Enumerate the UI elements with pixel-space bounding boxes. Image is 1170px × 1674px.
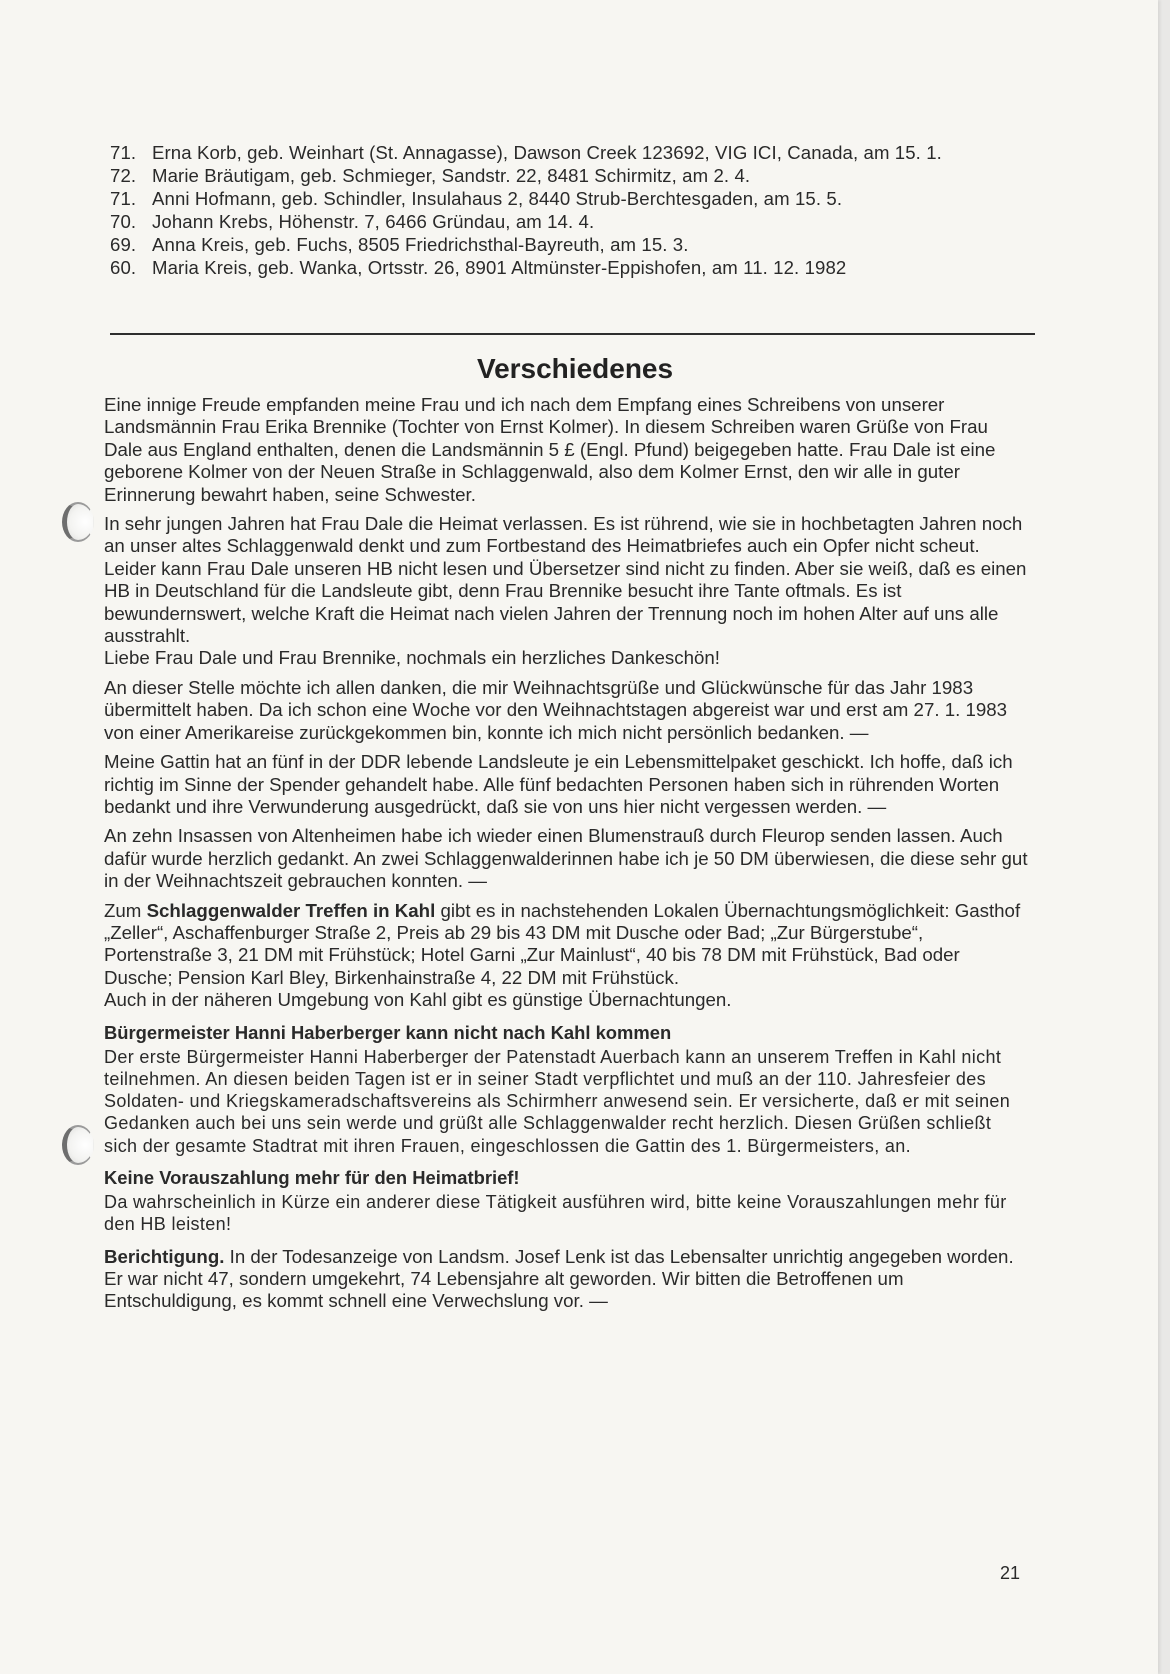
meeting-name: Schlaggenwalder Treffen in Kahl xyxy=(146,899,436,921)
entry-text: Anni Hofmann, geb. Schindler, Insulahaus 2, 8440 Strub-Berchtesgaden, am 15. 5. xyxy=(152,188,843,209)
paragraph-mayor: Der erste Bürgermeister Hanni Haberberger der Patenstadt Auerbach kann an unserem Treffen in Kahl nicht teilnehmen. An diesen beiden Tagen ist er in seiner Stadt verpflichtet und muß an der 110. Jahresfeier des Soldaten- und Kriegskameradschaftsvereins als Schirmherr anwesend sein. Er versicherte, daß er mit seinen Gedanken auch bei uns sein werde und grüßt alle Schlaggenwalder recht herzlich. Diesen Grüßen schließt sich der gesamte Stadtrat mit ihren Frauen, eingeschlossen die Gattin des 1. Bürgermeisters, an. xyxy=(104,1046,1011,1156)
entry-number: 70. xyxy=(110,211,137,232)
correction-label: Berichtigung. xyxy=(104,1245,225,1267)
death-notice-list xyxy=(110,141,1040,279)
entry-text: Maria Kreis, geb. Wanka, Ortsstr. 26, 8901 Altmünster-Eppishofen, am 11. 12. 1982 xyxy=(152,257,847,278)
entry-text: Erna Korb, geb. Weinhart (St. Annagasse), Dawson Creek 123692, VIG ICI, Canada, am 15. 1. xyxy=(152,142,942,163)
accommodation-details: gibt es in nachstehenden Lokalen Übernachtungsmöglichkeit: Gasthof „Zeller“, Aschaffenburger Straße 2, Preis ab 29 bis 43 DM mit Dusche oder Bad; „Zur Bürgerstube“, Portenstraße 3, 21 DM mit Frühstück; Hotel Garni „Zur Mainlust“, 40 bis 78 DM mit Frühstück, Bad oder Dusche; Pension Karl Bley, Birkenhainstraße 4, 22 DM mit Frühstück. xyxy=(104,899,1021,988)
paragraph-accommodation xyxy=(104,900,1028,990)
paragraph-accommodation-nearby: Auch in der näheren Umgebung von Kahl gibt es günstige Übernachtungen. xyxy=(104,989,732,1011)
paragraph-dale-heimat: In sehr jungen Jahren hat Frau Dale die Heimat verlassen. Es ist rührend, wie sie in hochbetagten Jahren noch an unser altes Schlaggenwald denkt und zum Fortbestand des Heimatbriefes auch ein Opfer nicht scheut. Leider kann Frau Dale unseren HB nicht lesen und Übersetzer sind nicht zu finden. Aber sie weiß, daß es einen HB in Deutschland für die Landsleute gibt, denn Frau Brennike besucht ihre Tante oftmals. Es ist bewundernswert, welche Kraft die Heimat nach vielen Jahren der Trennung noch im hohen Alter auf uns alle ausstrahlt. xyxy=(104,513,1027,647)
entry-text: Johann Krebs, Höhenstr. 7, 6466 Gründau, am 14. 4. xyxy=(152,211,595,232)
heading-mayor: Bürgermeister Hanni Haberberger kann nicht nach Kahl kommen xyxy=(104,1021,672,1043)
section-title: Verschiedenes xyxy=(476,353,674,384)
list-item xyxy=(110,141,1040,164)
paragraph-flowers: An zehn Insassen von Altenheimen habe ich wieder einen Blumenstrauß durch Fleurop senden lassen. Auch dafür wurde herzlich gedankt. An zwei Schlaggenwalderinnen habe ich je 50 DM überwiesen, die diese sehr gut in der Weihnachtszeit gebrauchen konnten. — xyxy=(104,825,1028,892)
section-divider xyxy=(110,333,1035,335)
entry-number: 71. xyxy=(110,142,137,163)
list-item xyxy=(110,187,1040,210)
list-item xyxy=(110,164,1040,187)
paragraph-prepayment: Da wahrscheinlich in Kürze ein anderer diese Tätigkeit ausführen wird, bitte keine Vorauszahlungen mehr für den HB leisten! xyxy=(104,1192,1007,1235)
paragraph-correction xyxy=(104,1246,1028,1313)
accommodation-intro: Zum xyxy=(104,899,147,921)
entry-text: Marie Bräutigam, geb. Schmieger, Sandstr. 22, 8481 Schirmitz, am 2. 4. xyxy=(152,165,751,186)
correction-text: In der Todesanzeige von Landsm. Josef Lenk ist das Lebensalter unrichtig angegeben worden. Er war nicht 47, sondern umgekehrt, 74 Lebensjahre alt geworden. Wir bitten die Betroffenen um Entschuldigung, es kommt schnell eine Verwechslung vor. — xyxy=(104,1245,1014,1312)
entry-number: 69. xyxy=(110,234,137,255)
list-item xyxy=(110,256,1040,279)
page-number: 21 xyxy=(1000,1563,1021,1583)
paragraph-food-parcels: Meine Gattin hat an fünf in der DDR lebende Landsleute je ein Lebensmittelpaket geschickt. Ich hoffe, daß ich richtig im Sinne der Spender gehandelt habe. Alle fünf bedachten Personen haben sich in rührenden Worten bedankt und ihre Verwunderung ausgedrückt, daß sie von uns hier nicht vergessen werden. — xyxy=(104,751,1013,817)
paragraph-thanks-dale: Liebe Frau Dale und Frau Brennike, nochmals ein herzliches Dankeschön! xyxy=(104,647,720,669)
entry-number: 72. xyxy=(110,165,137,186)
paragraph-dale-letter: Eine innige Freude empfanden meine Frau und ich nach dem Empfang eines Schreibens von unserer Landsmännin Frau Erika Brennike (Tochter von Ernst Kolmer). In diesem Schreiben waren Grüße von Frau Dale aus England enthalten, denen die Landsmännin 5 £ (Engl. Pfund) beigegeben hatte. Frau Dale ist eine geborene Kolmer von der Neuen Straße in Schlaggenwald, also dem Kolmer Ernst, den wir alle in guter Erinnerung bewahrt haben, seine Schwester. xyxy=(104,394,996,505)
list-item xyxy=(110,233,1040,256)
list-item xyxy=(110,210,1040,233)
entry-number: 60. xyxy=(110,257,137,278)
entry-text: Anna Kreis, geb. Fuchs, 8505 Friedrichsthal-Bayreuth, am 15. 3. xyxy=(152,234,689,255)
entry-number: 71. xyxy=(110,188,137,209)
heading-prepayment: Keine Vorauszahlung mehr für den Heimatbrief! xyxy=(104,1167,520,1189)
punch-hole-top xyxy=(62,502,94,542)
article-body xyxy=(104,394,1028,1320)
punch-hole-bottom xyxy=(62,1125,94,1165)
paragraph-christmas-greetings: An dieser Stelle möchte ich allen danken, die mir Weihnachtsgrüße und Glückwünsche für das Jahr 1983 übermittelt haben. Da ich schon eine Woche vor den Weihnachtstagen abgereist war und erst am 27. 1. 1983 von einer Amerikareise zurückgekommen bin, konnte ich mich nicht persönlich bedanken. — xyxy=(104,676,1008,743)
